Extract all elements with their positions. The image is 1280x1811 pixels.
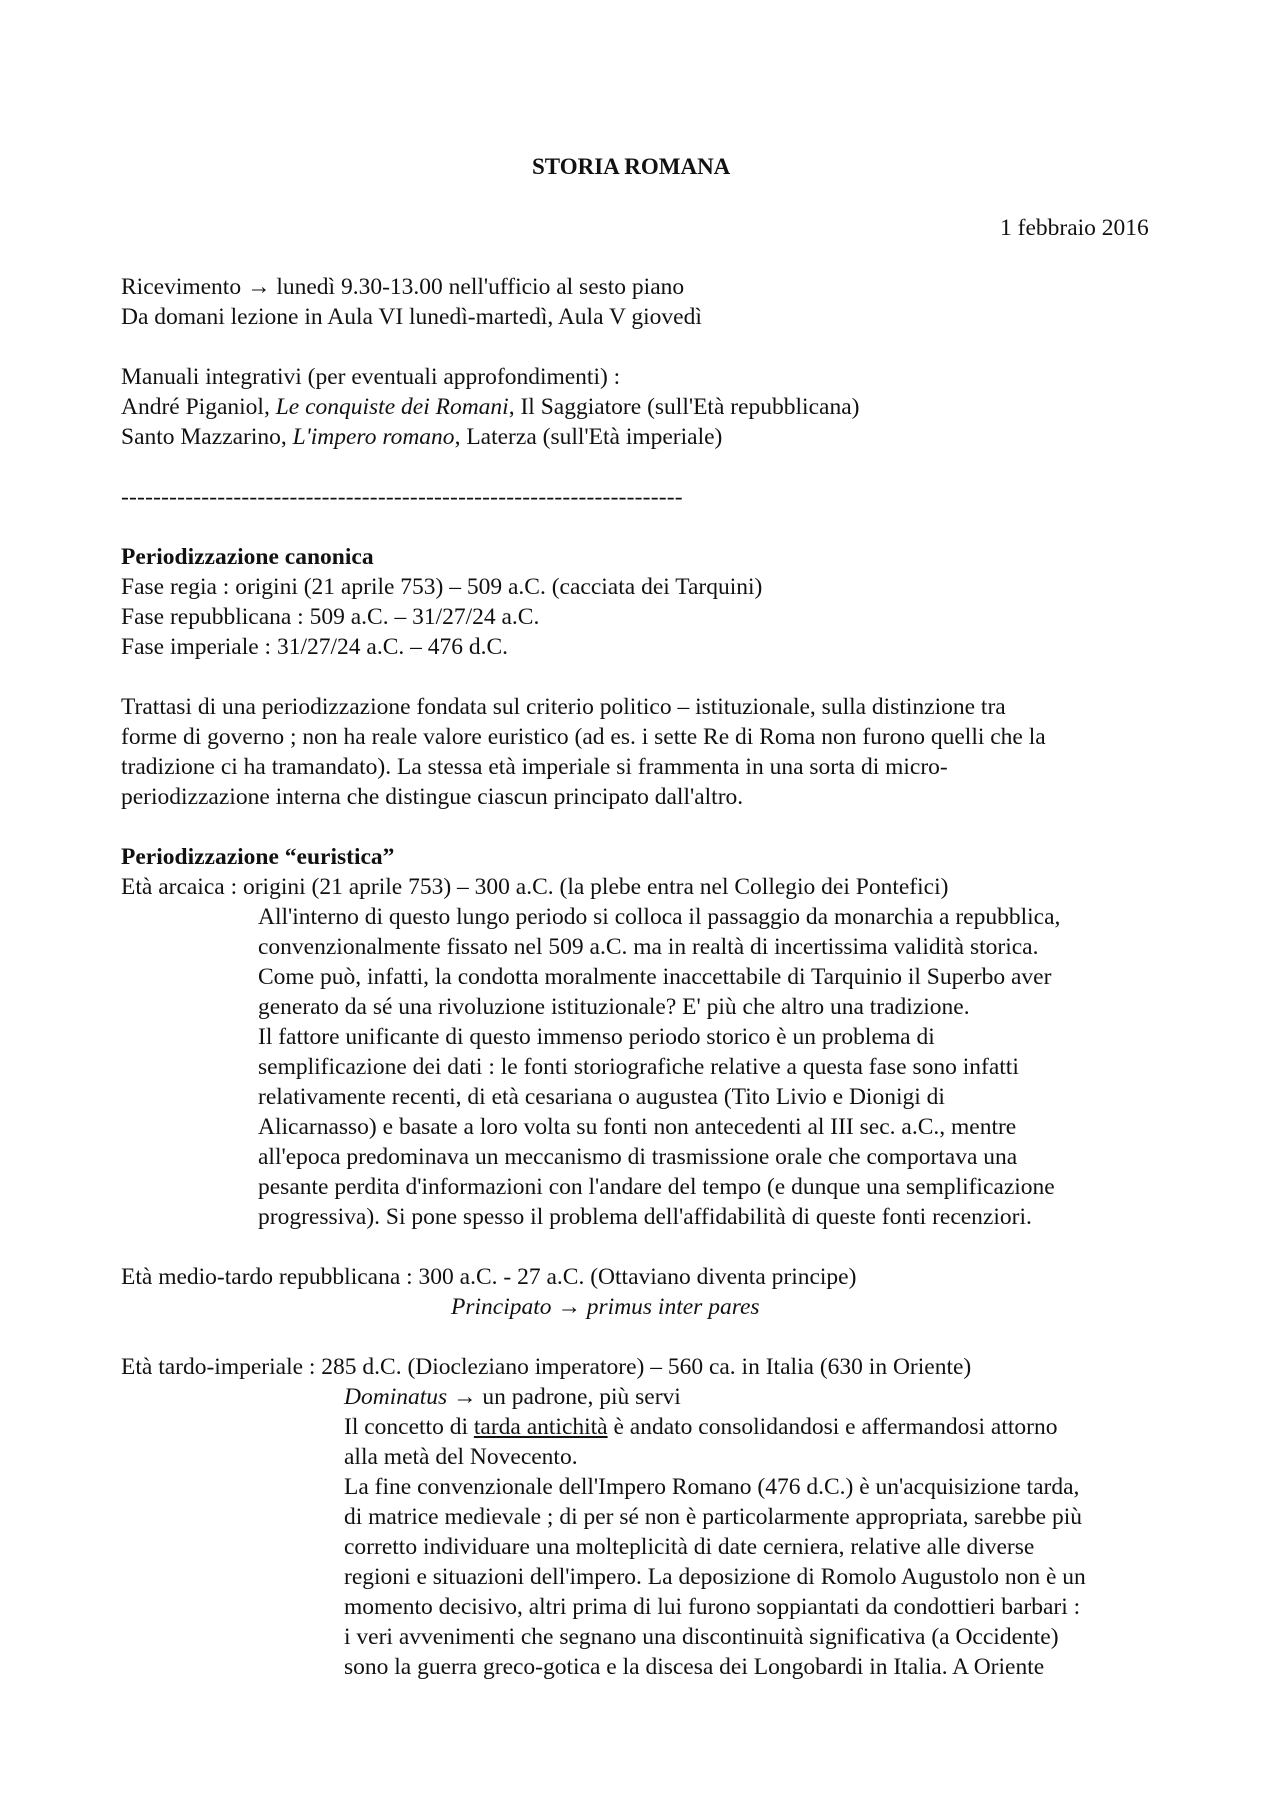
canonical-paragraph-line: forme di governo ; non ha reale valore euristico (ad es. i sette Re di Roma non furono quelli che la xyxy=(121,724,1046,750)
late-imperial-text-line: i veri avvenimenti che segnano una discontinuità significativa (a Occidente) xyxy=(344,1624,1059,1650)
late-antiquity-concept-line xyxy=(344,1412,1057,1442)
manual-details: , Il Saggiatore (sull'Età repubblicana) xyxy=(508,394,860,420)
dominatus-note xyxy=(344,1382,681,1412)
canonical-heading: Periodizzazione canonica xyxy=(121,544,374,570)
intro-line-2: Da domani lezione in Aula VI lunedì-martedì, Aula V giovedì xyxy=(121,304,702,330)
dominatus-term: Dominatus xyxy=(344,1384,448,1410)
late-imperial-text-line: sono la guerra greco-gotica e la discesa dei Longobardi in Italia. A Oriente xyxy=(344,1654,1045,1680)
manual-author: André Piganiol, xyxy=(121,394,276,420)
canonical-paragraph-line: tradizione ci ha tramandato). La stessa età imperiale si frammenta in una sorta di micro- xyxy=(121,754,948,780)
canonical-paragraph-line: periodizzazione interna che distingue ciascun principato dall'altro. xyxy=(121,784,744,810)
late-imperial-text-line: alla metà del Novecento. xyxy=(344,1444,578,1470)
page-title: STORIA ROMANA xyxy=(532,154,731,179)
manual-item-2 xyxy=(121,422,722,452)
archaic-text-line: Come può, infatti, la condotta moralmente inaccettabile di Tarquinio il Superbo aver xyxy=(258,964,1052,990)
archaic-text-line: convenzionalmente fissato nel 509 a.C. ma in realtà di incertissima validità storica. xyxy=(258,934,1039,960)
concept-suffix: è andato consolidandosi e affermandosi attorno xyxy=(607,1414,1058,1440)
archaic-text-line: Il fattore unificante di questo immenso periodo storico è un problema di xyxy=(258,1024,935,1050)
late-antiquity-term: tarda antichità xyxy=(473,1414,608,1440)
canonical-line: Fase repubblicana : 509 a.C. – 31/27/24 a.C. xyxy=(121,604,540,630)
late-imperial-age-line: Età tardo-imperiale : 285 d.C. (Diocleziano imperatore) – 560 ca. in Italia (630 in Oriente) xyxy=(121,1354,972,1380)
canonical-paragraph-line: Trattasi di una periodizzazione fondata sul criterio politico – istituzionale, sulla distinzione tra xyxy=(121,694,1006,720)
archaic-text-line: relativamente recenti, di età cesariana o augustea (Tito Livio e Dionigi di xyxy=(258,1084,945,1110)
archaic-age-line: Età arcaica : origini (21 aprile 753) – 300 a.C. (la plebe entra nel Collegio dei Pontefici) xyxy=(121,874,949,900)
late-imperial-text-line: La fine convenzionale dell'Impero Romano (476 d.C.) è un'acquisizione tarda, xyxy=(344,1474,1080,1500)
intro-line-1: Ricevimento → lunedì 9.30-13.00 nell'ufficio al sesto piano xyxy=(121,274,685,300)
late-imperial-text-line: corretto individuare una molteplicità di date cerniera, relative alle diverse xyxy=(344,1534,1035,1560)
manual-work: Le conquiste dei Romani xyxy=(275,394,509,420)
archaic-text-line: All'interno di questo lungo periodo si colloca il passaggio da monarchia a repubblica, xyxy=(258,904,1061,930)
canonical-line: Fase regia : origini (21 aprile 753) – 509 a.C. (cacciata dei Tarquini) xyxy=(121,574,763,600)
archaic-text-line: semplificazione dei dati : le fonti storiografiche relative a questa fase sono infatti xyxy=(258,1054,1019,1080)
concept-prefix: Il concetto di xyxy=(344,1414,474,1440)
archaic-text-line: all'epoca predominava un meccanismo di trasmissione orale che comportava una xyxy=(258,1144,1018,1170)
late-imperial-text-line: momento decisivo, altri prima di lui furono soppiantati da condottieri barbari : xyxy=(344,1594,1081,1620)
late-imperial-text-line: di matrice medievale ; di per sé non è particolarmente appropriata, sarebbe più xyxy=(344,1504,1082,1530)
republican-age-line: Età medio-tardo repubblicana : 300 a.C. - 27 a.C. (Ottaviano diventa principe) xyxy=(121,1264,857,1290)
document-date: 1 febbraio 2016 xyxy=(1000,215,1149,241)
manual-author: Santo Mazzarino, xyxy=(121,424,293,450)
archaic-text-line: Alicarnasso) e basate a loro volta su fonti non antecedenti al III sec. a.C., mentre xyxy=(258,1114,1017,1140)
manual-item-1 xyxy=(121,392,859,422)
archaic-text-line: pesante perdita d'informazioni con l'andare del tempo (e dunque una semplificazione xyxy=(258,1174,1055,1200)
principato-note: Principato → primus inter pares xyxy=(451,1294,760,1320)
archaic-text-line: progressiva). Si pone spesso il problema dell'affidabilità di queste fonti recenziori. xyxy=(258,1204,1032,1230)
late-imperial-text-line: regioni e situazioni dell'impero. La deposizione di Romolo Augustolo non è un xyxy=(344,1564,1086,1590)
heuristic-heading: Periodizzazione “euristica” xyxy=(121,844,395,870)
manual-work: L'impero romano xyxy=(292,424,455,450)
separator-line: ---------------------------------------------------------------------- xyxy=(121,484,683,510)
dominatus-definition: → un padrone, più servi xyxy=(447,1384,681,1410)
canonical-line: Fase imperiale : 31/27/24 a.C. – 476 d.C. xyxy=(121,634,509,660)
manual-details: , Laterza (sull'Età imperiale) xyxy=(454,424,723,450)
archaic-text-line: generato da sé una rivoluzione istituzionale? E' più che altro una tradizione. xyxy=(258,994,970,1020)
manuals-heading: Manuali integrativi (per eventuali approfondimenti) : xyxy=(121,364,621,390)
